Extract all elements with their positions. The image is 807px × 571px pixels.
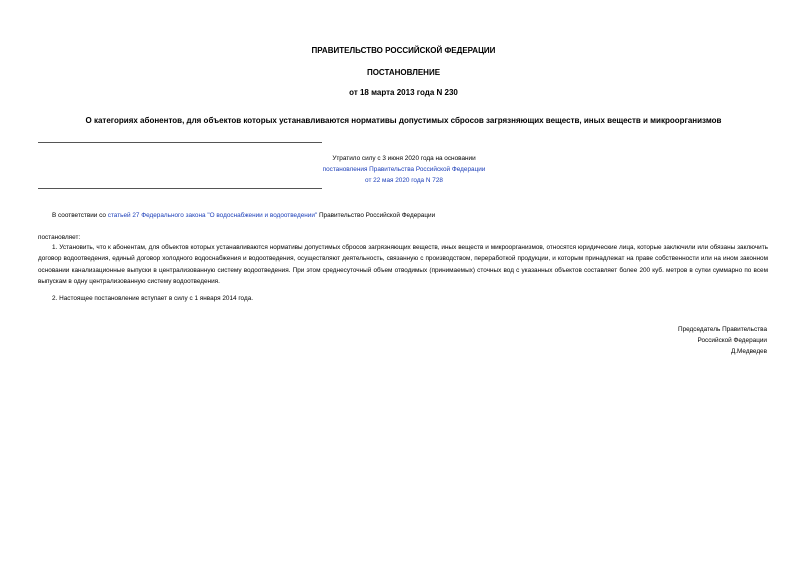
signature-block	[678, 324, 767, 357]
top-divider	[38, 142, 322, 143]
preamble	[52, 210, 435, 221]
status-note-text: Утратило силу с 3 июня 2020 года на основании	[332, 155, 476, 162]
law-article-link[interactable]: статьей 27 Федерального закона "О водоснабжении и водоотведении"	[107, 212, 318, 219]
item-1: 1. Установить, что к абонентам, для объектов которых устанавливаются нормативы допустимых сбросов загрязняющих веществ, иных веществ и микроорганизмов, относятся юридические лица, которые заключили или обязаны заключить договор водоотведения, единый договор холодного водоснабжения и водоотведения, осуществляют деятельность, связанную с производством, переработкой продукции, и которым принадлежат на праве собственности или на ином законном основании канализационные выпуски в централизованную систему водоотведения. При этом среднесуточный объем отводимых (принимаемых) сточных вод с указанных объектов составляет более 200 куб. метров в сутки суммарно по всем выпускам в одну централизованную систему водоотведения.	[38, 244, 768, 285]
status-note-link[interactable]: постановления Правительства Российской Федерации	[322, 166, 486, 173]
preamble-suffix: Правительство Российской Федерации	[317, 212, 436, 219]
government-heading: ПРАВИТЕЛЬСТВО РОССИЙСКОЙ ФЕДЕРАЦИИ	[311, 46, 496, 55]
signature-position-line1: Председатель Правительства	[678, 326, 767, 333]
status-note-link-date[interactable]: от 22 мая 2020 года N 728	[365, 177, 443, 184]
document-title: О категориях абонентов, для объектов которых устанавливаются нормативы допустимых сбросов загрязняющих веществ, иных веществ и микроорганизмов	[85, 116, 722, 125]
resolves-label: постановляет:	[38, 234, 81, 241]
signature-position-line2: Российской Федерации	[697, 337, 767, 344]
preamble-prefix: В соответствии со	[52, 212, 108, 219]
date-number-heading: от 18 марта 2013 года N 230	[349, 88, 458, 97]
doc-type-heading: ПОСТАНОВЛЕНИЕ	[366, 68, 441, 77]
item-2: 2. Настоящее постановление вступает в силу с 1 января 2014 года.	[52, 295, 254, 302]
bottom-divider	[38, 188, 322, 189]
status-note	[300, 153, 508, 186]
signature-name: Д.Медведев	[730, 348, 767, 355]
